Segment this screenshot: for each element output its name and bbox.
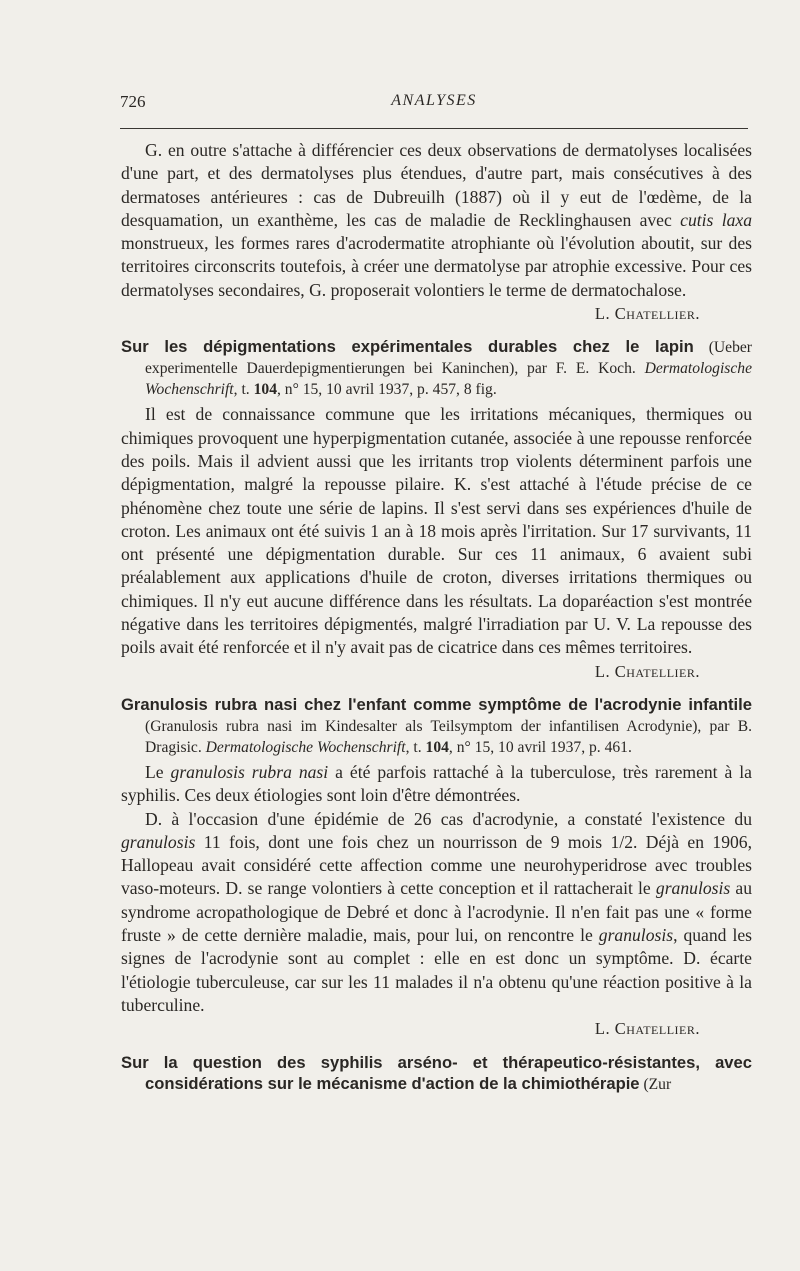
journal-name: Dermatologische Wochenschrift [145, 360, 752, 399]
body-text: G. en outre s'attache à différencier ces deux observations de dermatolyses localisées d'une part, et des dermatolyses plus étendues, d'autre part, mais consécutives à des dermatoses antérieures : cas de Dubreuilh (1887) où il y eut de l'œdème, de la desquamation, un exanthème, les cas de maladie de Recklinghausen avec [121, 140, 752, 230]
article-granulosis [121, 695, 752, 1041]
article-body: Il est de connaissance commune que les irritations mécaniques, thermiques ou chimiques provoquent une hyperpigmentation cutanée, associée à une repousse renforcée des poils. Mais il advient aussi que les irritants trop violents déterminent parfois une dépigmentation, malgré la repousse pilaire. K. s'est attaché à l'étude précise de ce phénomène chez toute une série de lapins. Il s'est servi dans ses expériences d'huile de croton. Les animaux ont été suivis 1 an à 18 mois après l'irritation. Sur 17 survivants, 11 ont présenté une dépigmentation durable. Sur ces 11 animaux, 6 avaient subi préalablement aux applications d'huile de croton, diverses irritations thermiques ou chimiques. Il n'y eut aucune différence dans les résultats. La doparéaction s'est montrée négative dans les territoires dépigmentés, malgré l'irradiation par U. V. La repousse des poils avait été renforcée et il n'y avait pas de cicatrice dans ces mêmes territoires. [121, 404, 752, 658]
continuation-abstract [121, 139, 752, 325]
article-syphilis [121, 1053, 752, 1095]
page-header [120, 92, 748, 116]
article-depigmentations [121, 337, 752, 683]
italic-term: granulosis [598, 925, 674, 946]
reference-text: , n° 15, 10 avril 1937, p. 461. [448, 738, 632, 756]
italic-term: granulosis [655, 878, 731, 899]
signature: L. Chatellier. [594, 304, 700, 324]
reference-text: (Zur [639, 1075, 672, 1093]
header-rule [120, 128, 748, 129]
body-text: Le [145, 761, 171, 782]
page-number: 726 [120, 92, 146, 111]
article-body [121, 808, 752, 1018]
running-title: ANALYSES [391, 92, 477, 109]
reference-text: , n° 15, 10 avril 1937, p. 457, 8 fig. [276, 381, 497, 399]
article-reference [121, 694, 752, 758]
article-title: Sur la question des syphilis arséno- et thérapeutico-résistantes, avec considérations sur le mécanisme d'action de la chimiothérapie [121, 1052, 752, 1093]
italic-term: granulosis rubra nasi [170, 761, 329, 782]
continuation-paragraph [121, 139, 752, 302]
body-text: au syndrome acropathologique de Debré et donc à l'acrodynie. Il n'en fait pas une « forme fruste » de cette dernière maladie, mais, pour lui, on rencontre le [121, 878, 752, 946]
article-reference [121, 337, 752, 400]
volume-number: 104 [425, 738, 449, 756]
page-content [121, 139, 752, 1098]
reference-text: , t. [233, 381, 254, 399]
reference-text: , t. [405, 738, 426, 756]
article-body [121, 761, 752, 808]
article-title: Granulosis rubra nasi chez l'enfant comme symptôme de l'acrodynie infantile [121, 694, 752, 714]
body-text: , quand les signes de l'acrodynie sont au complet : elle en est donc un symptôme. D. écarte l'étiologie tuberculeuse, car sur les 11 malades il n'a obtenu qu'une réaction positive à la tuberculine. [121, 925, 752, 1015]
journal-name: Dermatologische Wochenschrift [205, 738, 406, 756]
volume-number: 104 [253, 381, 277, 399]
signature: L. Chatellier. [594, 1019, 700, 1039]
reference-text: (Ueber experimentelle Dauerdepigmentierungen bei Kaninchen), par F. E. Koch. [145, 339, 752, 378]
body-text: monstrueux, les formes rares d'acrodermatite atrophiante où l'évolution aboutit, sur des territoires circonscrits toutefois, à créer une dermatolyse par atrophie excessive. Pour ces dermatolyses secondaires, G. proposerait volontiers le terme de dermatochalose. [121, 233, 752, 300]
article-title: Sur les dépigmentations expérimentales durables chez le lapin [121, 337, 694, 357]
body-text: D. à l'occasion d'une épidémie de 26 cas d'acrodynie, a constaté l'existence du [145, 808, 752, 829]
body-text: a été parfois rattaché à la tuberculose, très rarement à la syphilis. Ces deux étiologies sont loin d'être démontrées. [121, 761, 752, 806]
article-reference [121, 1052, 752, 1095]
body-text: 11 fois, dont une fois chez un nourrisson de 9 mois 1/2. Déjà en 1906, Hallopeau avait considéré cette affection comme une neurohyperidrose avec troubles vaso-moteurs. D. se range volontiers à cette conception et il rattacherait le [121, 831, 752, 899]
reference-text: (Granulosis rubra nasi im Kindesalter als Teilsymptom der infantilisen Acrodynie), par B. Dragisic. [145, 717, 752, 756]
signature: L. Chatellier. [594, 661, 700, 681]
italic-term: granulosis [121, 831, 196, 852]
italic-term: cutis laxa [680, 209, 752, 230]
